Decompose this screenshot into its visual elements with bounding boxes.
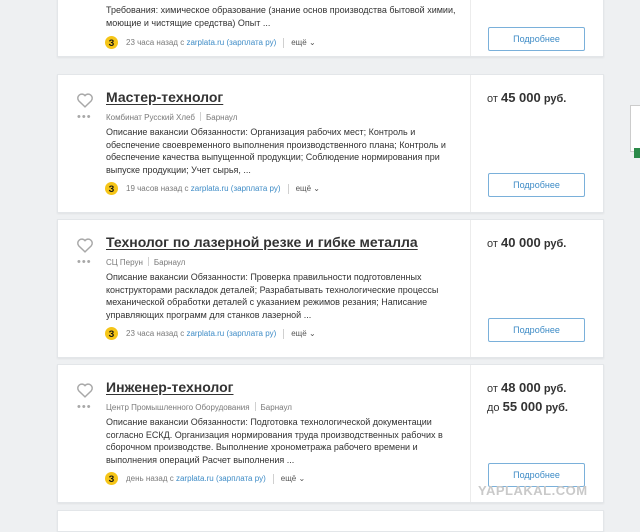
chevron-down-icon: ⌄ [313,184,320,193]
salary-max: до 55 000 руб. [487,399,568,414]
job-card [57,74,604,213]
job-city: Барнаул [206,113,238,122]
heart-icon[interactable] [76,92,94,108]
chevron-down-icon: ⌄ [298,474,306,483]
company-name: СЦ Перун [106,258,143,267]
job-footer [106,472,305,485]
job-time: 23 часа назад с [126,38,185,47]
job-description: Требования: химическое образование (знание основ производства бытовой химии, моющие и чистящие средства) Опыт ... [106,5,456,28]
job-city: Барнаул [153,258,186,267]
watermark: YAPLAKAL.COM [478,483,588,498]
details-button[interactable]: Подробнее [488,27,585,51]
company-name: Центр Промышленного Оборудования [106,403,250,412]
job-description: Описание вакансии Обязанности: Подготовка технологической документации согласно ЕСКД. Организация нормирования труда производственных рабочих в сборочном производстве. Выполнение хронометража рабочего времени и выполнения операций Расчет выполнения ... [106,417,443,465]
more-dots-icon[interactable]: ••• [77,401,92,413]
company-name: Комбинат Русский Хлеб [106,113,195,122]
more-dots-icon[interactable]: ••• [77,111,92,123]
job-meta [106,257,185,267]
zarplata-icon: З [105,472,118,485]
details-button[interactable]: Подробнее [488,318,585,342]
chevron-down-icon: ⌄ [308,329,316,338]
zarplata-icon: З [105,36,118,49]
zarplata-icon: З [105,182,118,195]
job-meta [106,112,237,122]
job-meta [106,402,292,412]
source-link[interactable]: zarplata.ru (зарплата ру) [175,474,266,483]
side-widget[interactable] [630,105,640,152]
more-menu[interactable]: ещё ⌄ [291,329,316,338]
job-footer [106,327,316,340]
job-footer [106,36,316,49]
job-description: Описание вакансии Обязанности: Организация рабочих мест; Контроль и обеспечение своевременного выполнения производственного плана; Контроль и обеспечение качества выпущенной продукции; Соблюдение нормирования при выпуске продукции; Учет сырья, ... [106,127,446,175]
job-time: 19 часов назад с [126,184,189,193]
job-card [57,510,604,532]
source-link[interactable]: zarplata.ru (зарплата ру) [190,184,281,193]
source-link[interactable]: zarplata.ru (зарплата ру) [186,329,277,338]
job-title[interactable]: Инженер-технолог [106,379,234,395]
job-footer [106,182,320,195]
more-menu[interactable]: ещё ⌄ [295,184,320,193]
job-title[interactable]: Мастер-технолог [106,89,224,105]
heart-icon[interactable] [76,237,94,253]
salary: от 45 000 руб. [487,90,567,105]
more-menu[interactable]: ещё ⌄ [280,474,306,483]
job-card [57,219,604,358]
job-city: Барнаул [260,403,292,412]
heart-icon[interactable] [76,382,94,398]
zarplata-icon: З [105,327,118,340]
salary: от 48 000 руб. [487,380,567,395]
job-title[interactable]: Технолог по лазерной резке и гибке металла [106,234,418,250]
more-menu[interactable]: ещё ⌄ [291,38,316,47]
salary: от 40 000 руб. [487,235,567,250]
side-widget-accent [634,148,640,158]
details-button[interactable]: Подробнее [488,463,585,487]
job-time: 23 часа назад с [126,329,185,338]
job-card [57,0,604,57]
source-link[interactable]: zarplata.ru (зарплата ру) [186,38,277,47]
job-time: день назад с [126,474,174,483]
chevron-down-icon: ⌄ [308,38,316,47]
job-description: Описание вакансии Обязанности: Проверка правильности подготовленных конструкторами раскладок деталей; Разрабатывать технологические процессы механической обработки деталей с указанием режимов резания; Написание управляющих программ для станков лазерной ... [106,272,439,320]
details-button[interactable]: Подробнее [488,173,585,197]
more-dots-icon[interactable]: ••• [77,256,92,268]
